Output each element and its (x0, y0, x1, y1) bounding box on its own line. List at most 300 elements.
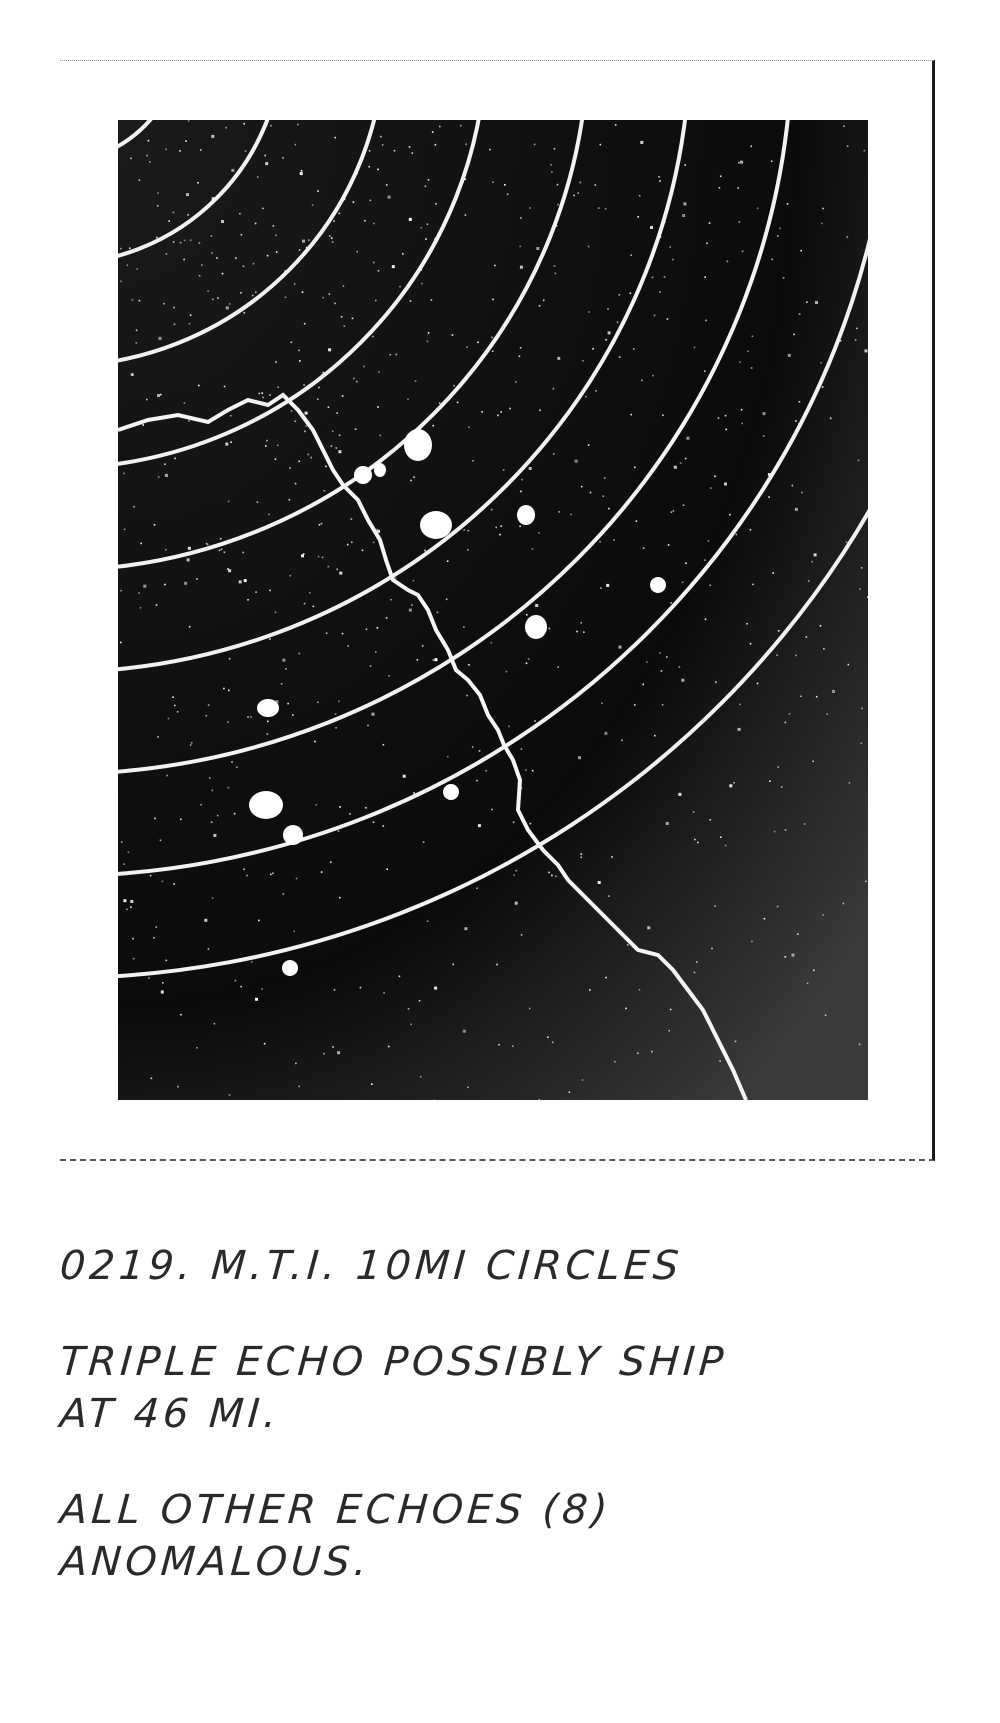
noise-speck (337, 1051, 340, 1054)
noise-speck (188, 120, 190, 122)
noise-speck (154, 524, 156, 526)
noise-speck (168, 220, 170, 222)
noise-speck (341, 316, 343, 318)
noise-speck (659, 291, 661, 293)
noise-speck (725, 845, 727, 847)
noise-speck (133, 958, 135, 960)
noise-speck (240, 292, 242, 294)
noise-speck (257, 176, 259, 178)
noise-speck (390, 599, 392, 601)
noise-speck (812, 761, 814, 763)
noise-speck (535, 604, 538, 607)
noise-speck (605, 208, 607, 210)
noise-speck (630, 292, 632, 294)
noise-speck (303, 384, 305, 386)
noise-speck (326, 632, 328, 634)
noise-speck (659, 180, 661, 182)
noise-speck (245, 150, 247, 152)
noise-speck (670, 602, 672, 604)
noise-speck (120, 642, 122, 644)
noise-speck (128, 852, 130, 854)
noise-speck (513, 874, 515, 876)
noise-speck (580, 182, 582, 184)
noise-speck (179, 150, 181, 152)
noise-speck (298, 1086, 300, 1088)
noise-speck (752, 584, 754, 586)
noise-speck (582, 1079, 584, 1081)
noise-speck (582, 360, 584, 362)
noise-speck (228, 501, 230, 503)
noise-speck (694, 972, 696, 974)
noise-speck (329, 235, 331, 237)
noise-speck (214, 1023, 216, 1025)
noise-speck (360, 987, 362, 989)
noise-speck (704, 559, 706, 561)
noise-speck (166, 253, 168, 255)
noise-speck (685, 562, 687, 564)
noise-speck (219, 550, 221, 552)
noise-speck (589, 989, 591, 991)
noise-speck (318, 387, 320, 389)
noise-speck (668, 544, 670, 546)
noise-speck (328, 406, 330, 408)
noise-speck (290, 575, 292, 577)
noise-speck (608, 331, 611, 334)
noise-speck (439, 402, 441, 404)
noise-speck (432, 425, 434, 427)
noise-speck (239, 580, 242, 583)
noise-speck (705, 320, 707, 322)
noise-speck (539, 305, 541, 307)
noise-speck (364, 220, 366, 222)
noise-speck (330, 861, 332, 863)
noise-speck (551, 171, 553, 173)
noise-speck (222, 273, 224, 275)
noise-speck (708, 540, 710, 542)
noise-speck (779, 228, 781, 230)
noise-speck (224, 552, 226, 554)
noise-speck (216, 257, 218, 259)
noise-speck (741, 409, 743, 411)
noise-speck (865, 881, 867, 883)
noise-speck (295, 483, 297, 485)
noise-speck (314, 741, 316, 743)
noise-speck (720, 836, 722, 838)
noise-speck (184, 582, 187, 585)
noise-speck (243, 123, 245, 125)
noise-speck (133, 506, 135, 508)
noise-speck (581, 486, 583, 488)
noise-speck (236, 766, 238, 768)
caption-line-triple-echo: TRIPLE ECHO POSSIBLY SHIP (58, 1339, 729, 1385)
noise-speck (739, 704, 741, 706)
noise-speck (275, 458, 277, 460)
noise-speck (162, 982, 164, 984)
noise-speck (432, 659, 434, 661)
noise-speck (669, 246, 671, 248)
noise-speck (619, 356, 621, 358)
noise-speck (580, 622, 582, 624)
noise-speck (392, 265, 395, 268)
noise-speck (468, 530, 470, 532)
noise-speck (491, 809, 493, 811)
noise-speck (270, 125, 272, 127)
noise-speck (608, 895, 610, 897)
noise-speck (651, 1051, 653, 1053)
noise-speck (799, 313, 801, 315)
noise-speck (601, 702, 603, 704)
noise-speck (343, 285, 345, 287)
noise-speck (413, 476, 415, 478)
noise-speck (739, 361, 741, 363)
noise-speck (465, 214, 467, 216)
noise-speck (375, 651, 377, 653)
noise-speck (457, 402, 459, 404)
noise-speck (547, 1036, 549, 1038)
noise-speck (143, 585, 146, 588)
noise-speck (479, 750, 481, 752)
noise-speck (427, 341, 429, 343)
noise-speck (641, 380, 643, 382)
noise-speck (342, 395, 344, 397)
noise-speck (714, 476, 716, 478)
noise-speck (266, 440, 268, 442)
noise-speck (769, 780, 771, 782)
noise-speck (304, 603, 306, 605)
noise-speck (467, 549, 469, 551)
noise-speck (380, 435, 382, 437)
noise-speck (297, 124, 299, 126)
noise-speck (199, 275, 201, 277)
noise-speck (142, 424, 144, 426)
noise-speck (275, 235, 277, 237)
radar-scope-photo (118, 120, 868, 1100)
noise-speck (667, 318, 669, 320)
noise-speck (353, 201, 355, 203)
noise-speck (289, 499, 291, 501)
noise-speck (569, 1091, 571, 1093)
noise-speck (795, 508, 798, 511)
noise-speck (614, 1061, 616, 1063)
noise-speck (347, 544, 349, 546)
noise-speck (258, 920, 260, 922)
noise-speck (704, 370, 706, 372)
noise-speck (299, 360, 301, 362)
noise-speck (212, 897, 214, 899)
noise-speck (335, 713, 337, 715)
noise-speck (549, 628, 551, 630)
noise-speck (515, 902, 518, 905)
noise-speck (375, 300, 377, 302)
noise-speck (208, 704, 210, 706)
noise-speck (867, 596, 868, 598)
noise-speck (165, 549, 167, 551)
noise-speck (578, 756, 581, 759)
noise-speck (120, 281, 122, 283)
noise-speck (590, 492, 592, 494)
noise-speck (750, 529, 752, 531)
noise-speck (428, 332, 430, 334)
noise-speck (785, 829, 787, 831)
noise-speck (861, 567, 863, 569)
noise-speck (247, 599, 249, 601)
noise-speck (299, 249, 301, 251)
noise-speck (151, 1078, 153, 1080)
noise-speck (808, 580, 810, 582)
noise-speck (686, 437, 689, 440)
noise-speck (636, 520, 638, 522)
noise-speck (652, 375, 654, 377)
noise-speck (823, 648, 825, 650)
noise-speck (434, 987, 437, 990)
noise-speck (305, 425, 307, 427)
noise-speck (715, 681, 717, 683)
noise-speck (603, 495, 605, 497)
radar-scope-svg (118, 120, 868, 1100)
noise-speck (662, 704, 664, 706)
noise-speck (317, 398, 319, 400)
noise-speck (235, 257, 237, 259)
noise-speck (647, 926, 650, 929)
noise-speck (244, 312, 246, 314)
noise-speck (275, 361, 277, 363)
noise-speck (661, 670, 663, 672)
noise-speck (421, 283, 423, 285)
noise-speck (221, 220, 224, 223)
noise-speck (273, 225, 275, 227)
noise-speck (163, 303, 165, 305)
noise-speck (318, 556, 320, 558)
noise-speck (190, 744, 192, 746)
noise-speck (321, 523, 323, 525)
noise-speck (792, 954, 795, 957)
noise-speck (298, 350, 300, 352)
noise-speck (283, 893, 285, 895)
noise-speck (189, 626, 191, 628)
noise-speck (865, 349, 868, 352)
noise-speck (333, 220, 335, 222)
noise-speck (329, 293, 331, 295)
noise-speck (267, 721, 269, 723)
noise-speck (801, 492, 803, 494)
noise-speck (153, 937, 155, 939)
noise-speck (639, 989, 641, 991)
noise-speck (139, 179, 141, 181)
noise-speck (334, 989, 336, 991)
noise-speck (415, 380, 417, 382)
noise-speck (312, 204, 314, 206)
noise-speck (227, 721, 229, 723)
noise-speck (174, 324, 176, 326)
noise-speck (740, 161, 743, 164)
noise-speck (814, 553, 817, 556)
echo (443, 784, 459, 800)
noise-speck (269, 394, 271, 396)
noise-speck (509, 408, 511, 410)
noise-speck (388, 196, 391, 199)
noise-speck (719, 1060, 721, 1062)
noise-speck (336, 412, 338, 414)
noise-speck (388, 1046, 390, 1048)
noise-speck (282, 157, 284, 159)
noise-speck (861, 708, 863, 710)
noise-speck (425, 186, 427, 188)
noise-speck (639, 195, 641, 197)
noise-speck (646, 661, 648, 663)
noise-speck (499, 534, 501, 536)
noise-speck (738, 162, 740, 164)
noise-speck (154, 818, 156, 820)
noise-speck (539, 1099, 541, 1100)
noise-speck (231, 761, 233, 763)
noise-speck (719, 187, 721, 189)
noise-speck (576, 631, 578, 633)
echo (374, 463, 386, 477)
noise-speck (710, 487, 712, 489)
noise-speck (431, 299, 433, 301)
noise-speck (132, 299, 134, 301)
noise-speck (619, 294, 621, 296)
noise-speck (303, 553, 305, 555)
noise-speck (849, 782, 851, 784)
noise-speck (733, 782, 735, 784)
noise-speck (328, 566, 330, 568)
noise-speck (252, 295, 254, 297)
noise-speck (460, 125, 462, 127)
noise-speck (520, 347, 522, 349)
noise-speck (682, 582, 684, 584)
noise-speck (188, 547, 191, 550)
noise-speck (212, 790, 214, 792)
noise-speck (485, 770, 487, 772)
noise-speck (846, 541, 848, 543)
noise-speck (554, 265, 556, 267)
noise-speck (605, 977, 607, 979)
noise-speck (520, 217, 522, 219)
noise-speck (322, 557, 324, 559)
noise-speck (268, 514, 270, 516)
noise-speck (230, 415, 232, 417)
noise-speck (435, 144, 437, 146)
noise-speck (164, 463, 166, 465)
noise-speck (332, 1046, 334, 1048)
noise-speck (136, 268, 138, 270)
noise-speck (130, 906, 132, 908)
noise-speck (399, 286, 401, 288)
noise-speck (811, 561, 813, 563)
noise-speck (543, 300, 545, 302)
noise-speck (325, 466, 327, 468)
noise-speck (423, 841, 425, 843)
noise-speck (848, 664, 850, 666)
noise-speck (240, 986, 242, 988)
noise-speck (706, 243, 708, 245)
noise-speck (847, 236, 849, 238)
noise-speck (795, 655, 797, 657)
noise-speck (577, 192, 579, 194)
noise-speck (654, 735, 656, 737)
noise-speck (372, 713, 375, 716)
noise-speck (224, 386, 226, 388)
noise-speck (720, 175, 722, 177)
noise-speck (130, 900, 133, 903)
noise-speck (331, 237, 333, 239)
noise-speck (670, 1009, 672, 1011)
noise-speck (123, 899, 126, 902)
noise-speck (412, 152, 414, 154)
noise-speck (212, 299, 214, 301)
noise-speck (313, 606, 315, 608)
noise-speck (464, 927, 467, 930)
noise-speck (521, 479, 523, 481)
echo (257, 699, 279, 717)
noise-speck (255, 291, 257, 293)
noise-speck (334, 137, 336, 139)
noise-speck (500, 525, 502, 527)
noise-speck (298, 461, 300, 463)
noise-speck (497, 415, 499, 417)
noise-speck (738, 728, 741, 731)
noise-speck (277, 386, 279, 388)
noise-speck (264, 1043, 266, 1045)
noise-speck (792, 485, 794, 487)
noise-speck (365, 807, 367, 809)
noise-speck (498, 1044, 500, 1046)
noise-speck (165, 474, 168, 477)
noise-speck (373, 542, 375, 544)
noise-speck (160, 394, 162, 396)
noise-speck (598, 881, 601, 884)
noise-speck (173, 241, 175, 243)
noise-speck (739, 221, 741, 223)
noise-speck (615, 124, 617, 126)
noise-speck (697, 842, 699, 844)
noise-speck (339, 806, 341, 808)
noise-speck (696, 961, 698, 963)
noise-speck (124, 529, 126, 531)
noise-speck (637, 1052, 639, 1054)
noise-speck (146, 155, 148, 157)
noise-speck (799, 401, 801, 403)
noise-speck (724, 483, 727, 486)
noise-speck (491, 642, 493, 644)
noise-speck (373, 822, 375, 824)
caption-line-distance: AT 46 MI. (58, 1391, 282, 1437)
noise-speck (864, 150, 866, 152)
noise-speck (654, 315, 656, 317)
noise-speck (637, 216, 639, 218)
noise-speck (521, 934, 523, 936)
noise-speck (251, 961, 253, 963)
noise-speck (316, 804, 318, 806)
noise-speck (161, 991, 164, 994)
echo (282, 960, 298, 976)
noise-speck (223, 688, 225, 690)
noise-speck (463, 626, 465, 628)
noise-speck (200, 804, 202, 806)
noise-speck (309, 592, 311, 594)
noise-speck (785, 956, 787, 958)
noise-speck (382, 144, 384, 146)
noise-speck (367, 725, 369, 727)
noise-speck (465, 144, 467, 146)
noise-speck (492, 350, 494, 352)
noise-speck (528, 658, 530, 660)
noise-speck (800, 696, 802, 698)
noise-speck (377, 406, 379, 408)
noise-speck (386, 868, 388, 870)
noise-speck (843, 903, 845, 905)
